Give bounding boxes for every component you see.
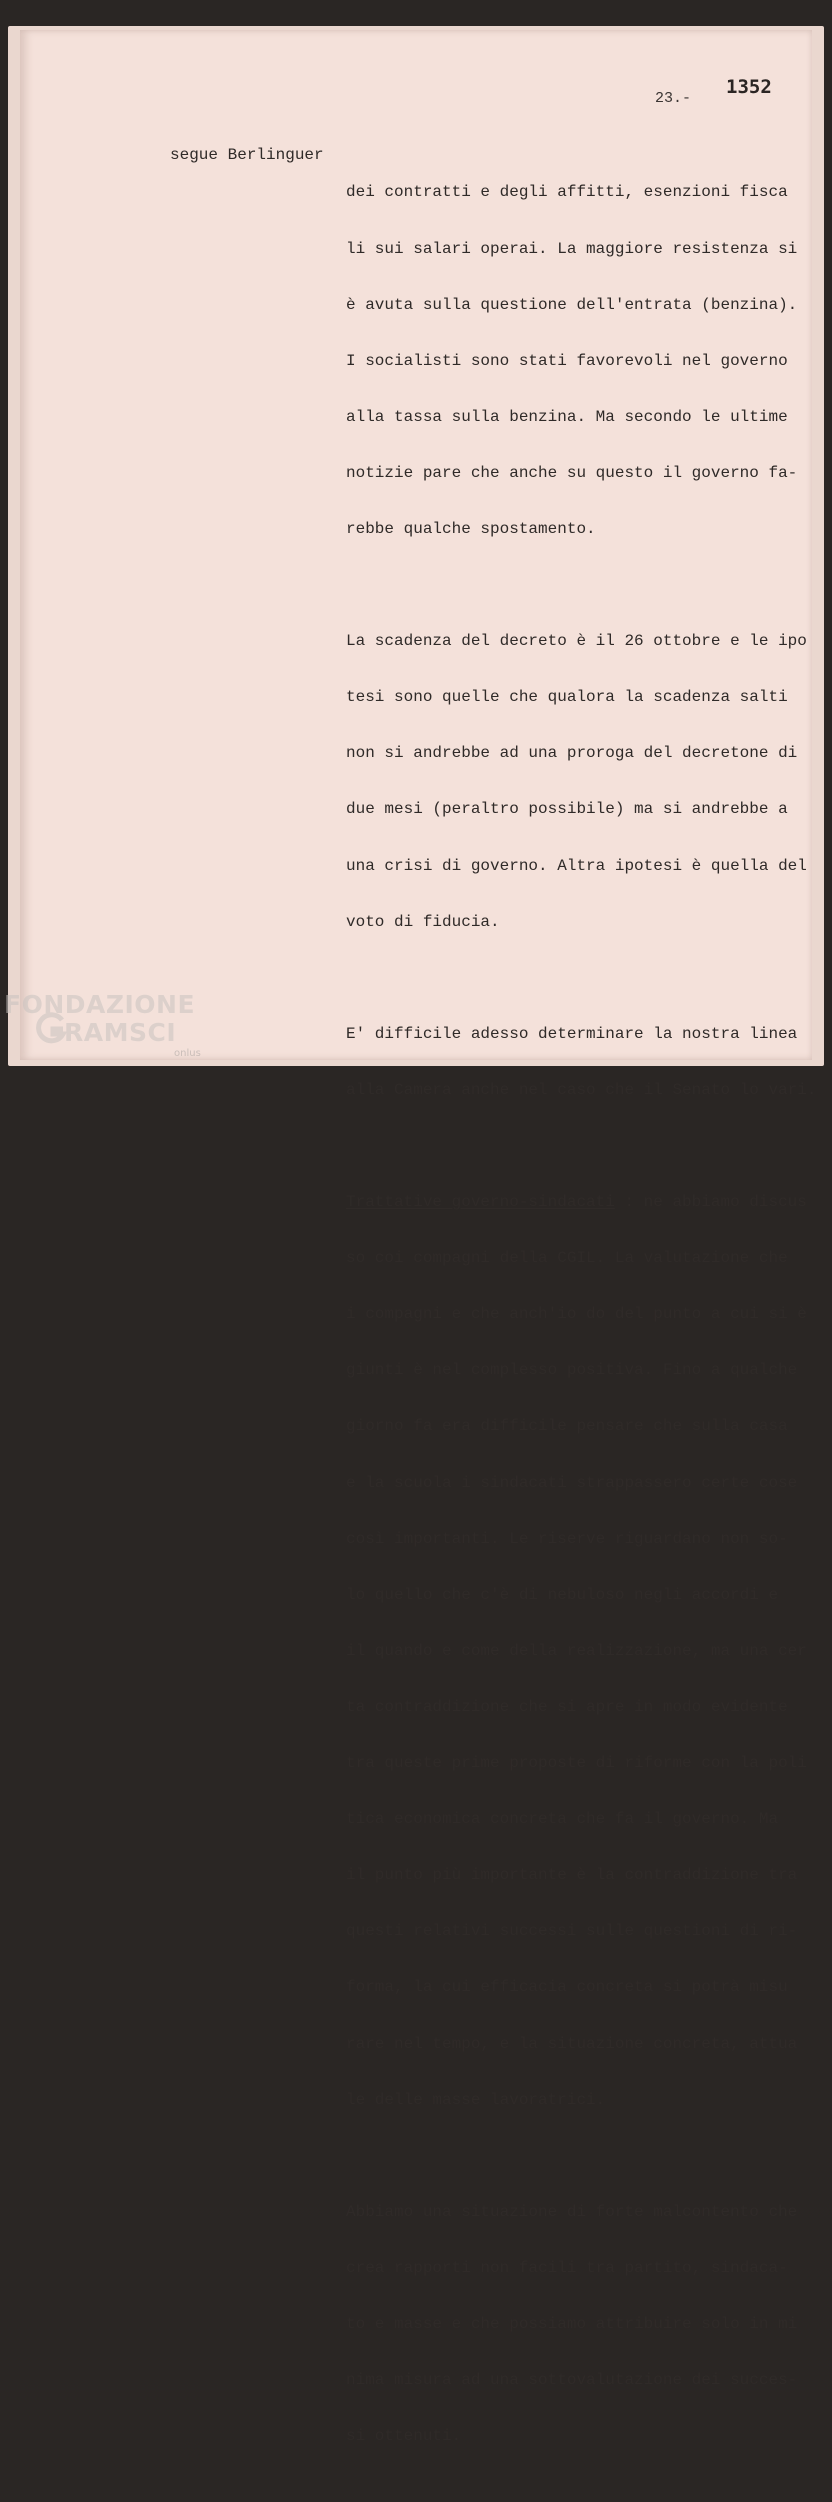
paragraph-5 bbox=[346, 2165, 816, 2483]
text-line bbox=[346, 1193, 816, 1212]
fondazione-gramsci-watermark bbox=[4, 990, 214, 1070]
paragraph-2 bbox=[346, 595, 816, 969]
text-line: alla Camera anche nel caso che il Senato lo vari. bbox=[346, 1080, 817, 1099]
text-line: tesi sono quelle che qualora la scadenza salti bbox=[346, 688, 788, 707]
text-line: li sui salari operai. La maggiore resistenza si bbox=[346, 239, 798, 258]
text-line: I socialisti sono stati favorevoli nel governo bbox=[346, 351, 788, 370]
text-line: e la scuola i sindacati strappassero certe cose bbox=[346, 1473, 798, 1492]
paragraph-4 bbox=[346, 1156, 816, 2147]
text-line: alla tassa sulla benzina. Ma secondo le ultime bbox=[346, 407, 788, 426]
speaker-label: segue Berlinguer bbox=[170, 146, 324, 164]
text-line: ta contraddizione che si apre in modo evidente bbox=[346, 1697, 788, 1716]
text-line: il punto più importante è la contraddizione tra bbox=[346, 1866, 798, 1885]
text-line: una crisi di governo. Altra ipotesi è quella del bbox=[346, 856, 807, 875]
text-line: lo quello che c'è di nebuloso negli accordi e bbox=[346, 1585, 779, 1604]
watermark-line-1: FONDAZIONE bbox=[4, 990, 196, 1019]
section-heading: Trattative governo-sindacati bbox=[346, 1193, 615, 1212]
text-line: tra queste prime proposte di riforme con la poli bbox=[346, 1754, 807, 1773]
text-line: to e masse e che possiamo attribuire solo in mi bbox=[346, 2314, 798, 2333]
text-line: i compagni e che anch'io do del punto a cui si è bbox=[346, 1305, 807, 1324]
text-line: giorno fa era difficile pensare che sulla casa bbox=[346, 1417, 788, 1436]
text-line: giunti è nel complesso positiva. Fino a qualche bbox=[346, 1361, 798, 1380]
document-body bbox=[346, 146, 816, 2502]
text-line: voto di fiducia. bbox=[346, 912, 500, 931]
text-line: notizie pare che anche su questo il governo fa- bbox=[346, 463, 798, 482]
text-line: crea rapporti non facili tra partito, sindaca- bbox=[346, 2258, 788, 2277]
text-line: forma, la cui efficacia concreta si potrà misu bbox=[346, 1978, 788, 1997]
text-line: è avuta sulla questione dell'entrata (benzina). bbox=[346, 295, 798, 314]
text-line: questi relativi successi sulle questioni di ri- bbox=[346, 1922, 798, 1941]
text-fragment: : ne abbiamo discus bbox=[614, 1193, 807, 1212]
text-line: Abbiamo una situazione di forte malcontento che bbox=[346, 2202, 798, 2221]
text-line: rebbe qualche spostamento. bbox=[346, 519, 596, 538]
text-line: E' difficile adesso determinare la nostra linea bbox=[346, 1024, 798, 1043]
paragraph-1 bbox=[346, 146, 816, 576]
watermark-suffix: onlus bbox=[174, 1048, 201, 1059]
g-logo-icon bbox=[36, 1012, 66, 1048]
text-line: il quando e come della realizzazione, ma una cer bbox=[346, 1641, 807, 1660]
paragraph-3 bbox=[346, 987, 816, 1137]
page-number: 1352 bbox=[726, 76, 772, 98]
sequence-number: 23.- bbox=[655, 90, 692, 107]
text-line: dei contratti e degli affitti, esenzioni fisca bbox=[346, 183, 788, 202]
text-line: La scadenza del decreto è il 26 ottobre e le ipo bbox=[346, 632, 807, 651]
text-line: nima misura ad una sottovalutazione dei succes- bbox=[346, 2371, 798, 2390]
text-line: le delle masse lavoratrici. bbox=[346, 2090, 606, 2109]
text-line: tica economica concreta che fa il governo. Ma bbox=[346, 1810, 779, 1829]
text-line: così importanti. Le riserve riguardano non so- bbox=[346, 1529, 788, 1548]
watermark-line-2: RAMSCI bbox=[64, 1018, 177, 1047]
text-line: non si andrebbe ad una proroga del decretone di bbox=[346, 744, 798, 763]
text-line: si ottenuti. bbox=[346, 2427, 462, 2446]
text-line: due mesi (peraltro possibile) ma si andrebbe a bbox=[346, 800, 788, 819]
text-line: so coi compagni della CGIL. La valutazione che bbox=[346, 1249, 788, 1268]
text-line: rare nel tempo, e la situazione concreta, attua bbox=[346, 2034, 798, 2053]
